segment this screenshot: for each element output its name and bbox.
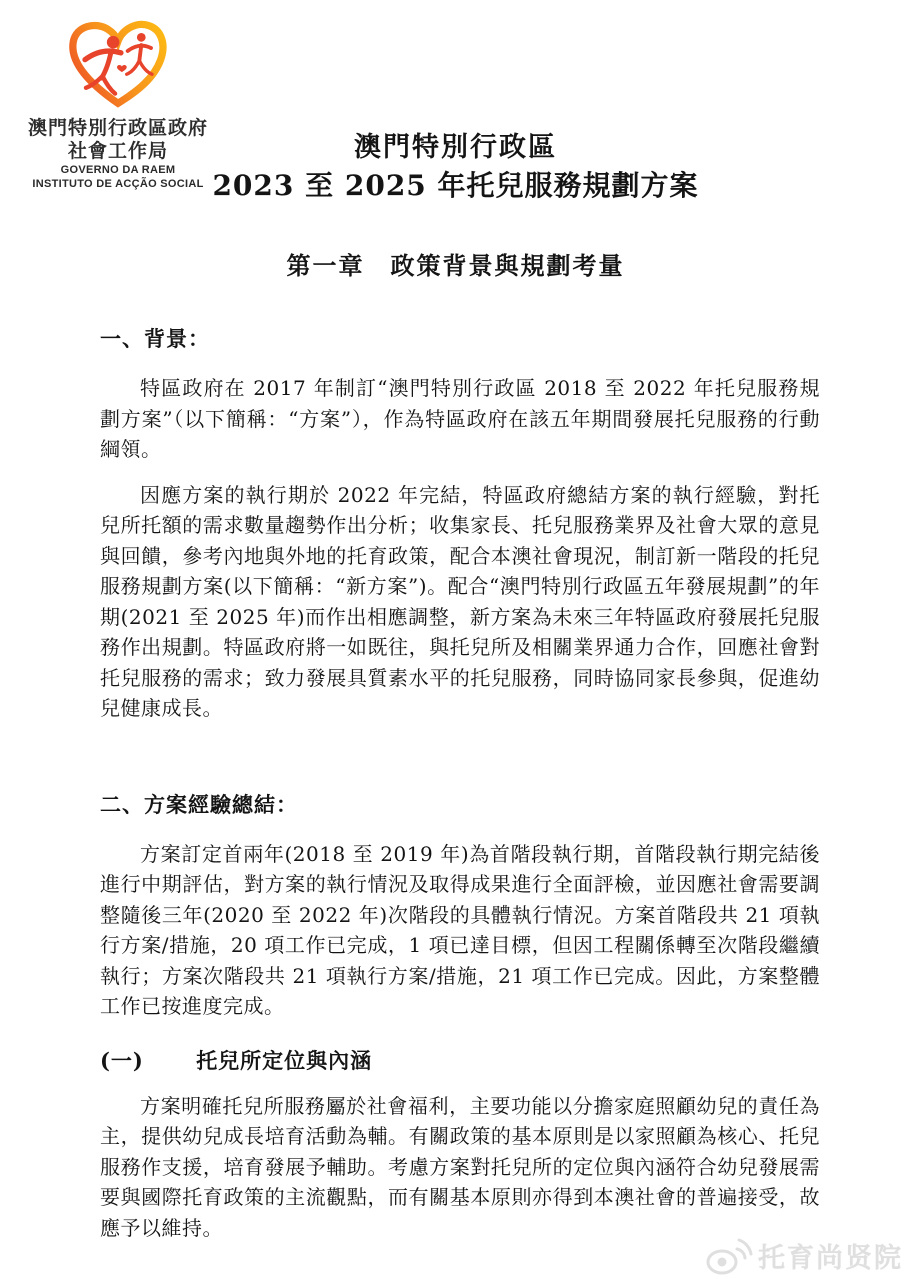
org-name-cn-line2: 社會工作局 <box>67 141 168 162</box>
section-1-paragraph-2: 因應方案的執行期於 2022 年完結，特區政府總結方案的執行經驗，對托兒所托額的需求數量趨勢作出分析；收集家長、托兒服務業界及社會大眾的意見與回饋，參考內地與外地的托育政策，配合本澳社會現況，制訂新一階段的托兒服務規劃方案(以下簡稱：“新方案”)。配合“澳門特別行政區五年發展規劃”的年期(2021 至 2025 年)而作出相應調整，新方案為未來三年特區政府發展托兒服務作出規劃。特區政府將一如既往，與托兒所及相關業界通力合作，回應社會對托兒服務的需求；致力發展具質素水平的托兒服務，同時協同家長參與，促進幼兒健康成長。 <box>100 482 820 720</box>
subsection-1-paragraph-1: 方案明確托兒所服務屬於社會福利，主要功能以分擔家庭照顧幼兒的責任為主，提供幼兒成長培育活動為輔。有關政策的基本原則是以家照顧為核心、托兒服務作支援，培育發展予輔助。考慮方案對托兒所的定位與內涵符合幼兒發展需要與國際托育政策的主流觀點，而有關基本原則亦得到本澳社會的普遍接受，故應予以維持。 <box>100 1093 820 1240</box>
document-title-line2: 2023 至 2025 年托兒服務規劃方案 <box>212 169 699 202</box>
org-name-pt-line1: GOVERNO DA RAEM <box>60 164 176 176</box>
subsection-1-number: (一) <box>100 1047 144 1073</box>
subsection-1-heading <box>100 1046 820 1076</box>
document-body <box>100 324 820 1243</box>
subsection-1-title: 托兒所定位與內涵 <box>196 1047 373 1073</box>
section-2-heading: 二、方案經驗總結： <box>100 791 298 817</box>
org-name-pt-line2: INSTITUTO DE ACÇÃO SOCIAL <box>32 178 204 190</box>
document-title-line1: 澳門特別行政區 <box>354 132 557 163</box>
section-2-paragraph-1: 方案訂定首兩年(2018 至 2019 年)為首階段執行期，首階段執行期完結後進行中期評估，對方案的執行情況及取得成果進行全面評檢，並因應社會需要調整隨後三年(2020 至 2022 年)次階段的具體執行情況。方案首階段共 21 項執行方案/措施，20 項工作已完成，1 項已達目標，但因工程關係轉至次階段繼續執行；方案次階段共 21 項執行方案/措施，21 項工作已完成。因此，方案整體工作已按進度完成。 <box>100 841 820 1018</box>
section-1-heading: 一、背景： <box>100 326 210 351</box>
watermark <box>705 1235 903 1275</box>
chapter-heading: 第一章 政策背景與規劃考量 <box>286 251 625 280</box>
org-name-cn-line1: 澳門特別行政區政府 <box>27 118 208 139</box>
watermark-text: 托育尚贤院 <box>758 1242 903 1274</box>
weibo-icon <box>705 1235 753 1275</box>
document-title <box>0 131 911 205</box>
section-1-paragraph-1: 特區政府在 2017 年制訂“澳門特別行政區 2018 至 2022 年托兒服務規劃方案”（以下簡稱：“方案”），作為特區政府在該五年期間發展托兒服務的行動綱領。 <box>100 376 820 461</box>
heart-people-logo-icon <box>58 16 178 113</box>
